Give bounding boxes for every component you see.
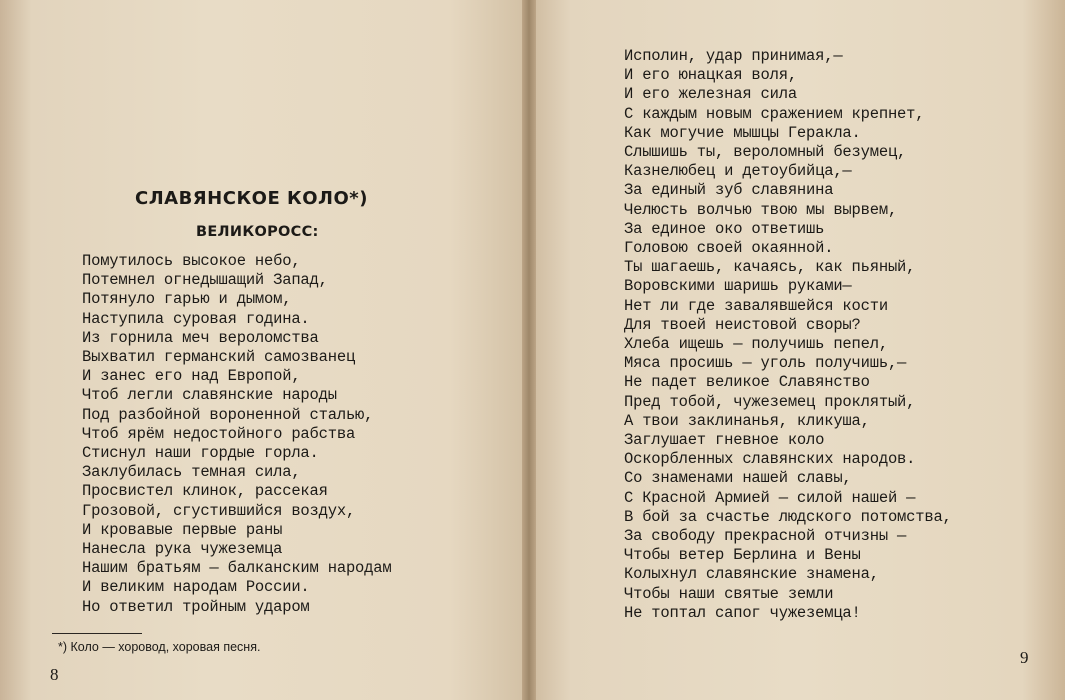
poem-line: И его юнацкая воля, (624, 66, 797, 85)
poem-line: Помутилось высокое небо, (82, 252, 301, 270)
poem-line: За единый зуб славянина (624, 181, 834, 200)
book-gutter (522, 0, 536, 700)
poem-line: Выхватил германский самозванец (82, 348, 356, 367)
poem-line: Пред тобой, чужеземец проклятый, (624, 392, 916, 411)
poem-line: Мяса просишь — уголь получишь,— (624, 354, 907, 373)
poem-line: И его железная сила (624, 85, 797, 104)
poem-line: И кровавые первые раны (82, 520, 283, 539)
poem-line: Воровскими шаришь руками— (624, 277, 852, 296)
poem-line: В бой за счастье людского потомства, (624, 507, 952, 526)
poem-line: Чтоб легли славянские народы (82, 386, 337, 405)
poem-line: Не падет великое Славянство (624, 373, 870, 392)
poem-line: Нанесла рука чужеземца (82, 540, 283, 559)
poem-line: Заклубилась темная сила, (82, 463, 301, 482)
poem-line: Со знаменами нашей славы, (624, 469, 852, 488)
left-poem-lines (82, 252, 391, 617)
poem-line: Но ответил тройным ударом (82, 597, 310, 616)
speaker-heading: ВЕЛИКОРОСС: (196, 224, 319, 240)
poem-line: Исполин, удар принимая,— (624, 47, 843, 65)
poem-line: Челюсть волчью твою мы вырвем, (624, 200, 898, 219)
poem-line: Потемнел огнедышащий Запад, (82, 271, 328, 290)
poem-line: Стиснул наши гордые горла. (82, 444, 319, 463)
poem-line: За единое око ответишь (624, 219, 825, 238)
poem-line: Слышишь ты, вероломный безумец, (624, 143, 907, 162)
poem-line: Для твоей неистовой своры? (624, 315, 861, 334)
poem-line: Грозовой, сгустившийся воздух, (82, 501, 356, 520)
footnote: *) Коло — хоровод, хоровая песня. (58, 640, 261, 654)
poem-line: Не топтал сапог чужеземца! (624, 603, 861, 622)
poem-line: Из горнила меч вероломства (82, 328, 319, 347)
poem-line: Головою своей окаянной. (624, 239, 834, 258)
poem-line: Нет ли где завалявшейся кости (624, 296, 888, 315)
poem-line: Оскорбленных славянских народов. (624, 450, 916, 469)
poem-line: Как могучие мышцы Геракла. (624, 123, 861, 142)
poem-line: Ты шагаешь, качаясь, как пьяный, (624, 258, 916, 277)
poem-line: Чтобы ветер Берлина и Вены (624, 546, 861, 565)
poem-line: За свободу прекрасной отчизны — (624, 527, 907, 546)
poem-line: Нашим братьям — балканским народам (82, 559, 392, 578)
poem-line: Заглушает гневное коло (624, 431, 825, 450)
poem-line: Колыхнул славянские знамена, (624, 565, 879, 584)
poem-line: С каждым новым сражением крепнет, (624, 104, 925, 123)
poem-line: А твои заклинанья, кликуша, (624, 411, 870, 430)
poem-line: Под разбойной вороненной сталью, (82, 405, 374, 424)
left-page (0, 0, 528, 700)
poem-title: СЛАВЯНСКОЕ КОЛО*) (135, 188, 368, 209)
footnote-divider (52, 633, 142, 634)
page-number-left: 8 (50, 665, 59, 684)
poem-line: Чтобы наши святые земли (624, 584, 834, 603)
right-poem-lines (624, 47, 952, 623)
poem-line: И занес его над Европой, (82, 367, 301, 386)
poem-line: Просвистел клинок, рассекая (82, 482, 328, 501)
poem-line: Наступила суровая година. (82, 309, 310, 328)
poem-line: Хлеба ищешь — получишь пепел, (624, 335, 888, 354)
poem-line: И великим народам России. (82, 578, 310, 597)
right-page (528, 0, 1065, 700)
poem-line: Казнелюбец и детоубийца,— (624, 162, 852, 181)
page-number-right: 9 (1020, 648, 1029, 667)
poem-line: Потянуло гарью и дымом, (82, 290, 292, 309)
poem-line: С Красной Армией — силой нашей — (624, 488, 916, 507)
poem-line: Чтоб ярём недостойного рабства (82, 424, 356, 443)
